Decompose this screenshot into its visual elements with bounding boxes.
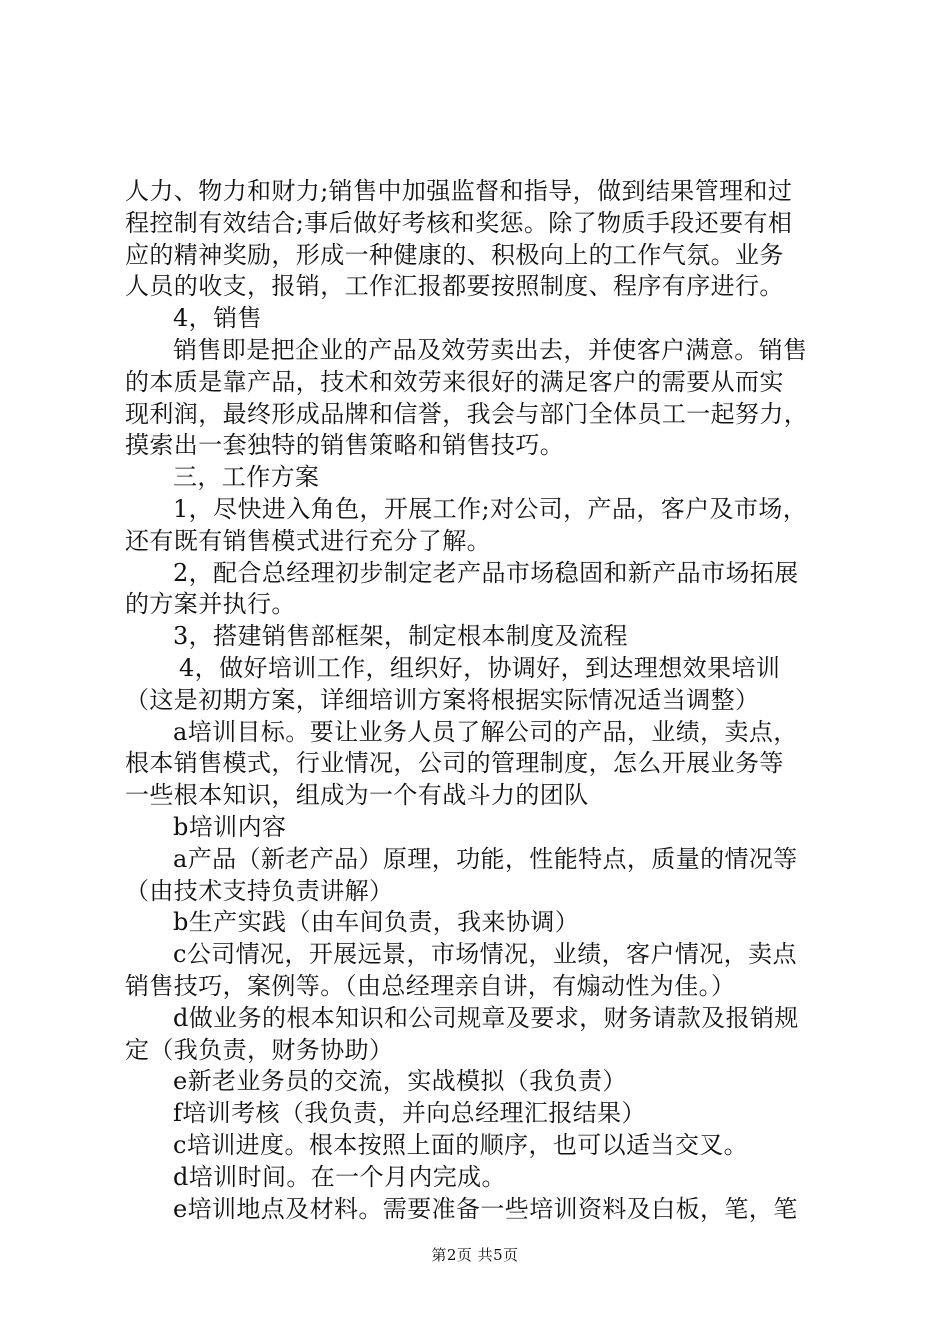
- text-line: d培训时间。在一个月内完成。: [173, 1162, 506, 1191]
- text-line: f培训考核（我负责，并向总经理汇报结果）: [173, 1099, 646, 1128]
- text-line: b培训内容: [173, 812, 287, 841]
- text-line: c培训进度。根本按照上面的顺序，也可以适当交叉。: [173, 1130, 749, 1159]
- text-line: 2，配合总经理初步制定老产品市场稳固和新产品市场拓展: [173, 558, 799, 587]
- text-line: 人力、物力和财力;销售中加强监督和指导，做到结果管理和过: [125, 177, 793, 205]
- text-line: 的本质是靠产品，技术和效劳来很好的满足客户的需要从而实: [125, 367, 784, 396]
- text-line: 定（我负责，财务协助）: [125, 1035, 394, 1064]
- text-line: 人员的收支，报销，工作汇报都要按照制度、程序有序进行。: [125, 272, 784, 301]
- text-line: a产品（新老产品）原理，功能，性能特点，质量的情况等: [173, 844, 798, 873]
- text-line: c公司情况，开展远景，市场情况，业绩，客户情况，卖点: [173, 940, 797, 969]
- text-line: 三，工作方案: [173, 463, 320, 492]
- text-line: e新老业务员的交流，实战模拟（我负责）: [173, 1067, 627, 1096]
- text-line: （这是初期方案，详细培训方案将根据实际情况适当调整）: [125, 685, 760, 714]
- text-line: 4，销售: [173, 304, 262, 333]
- text-line: 一些根本知识，组成为一个有战斗力的团队: [125, 781, 589, 810]
- text-line: d做业务的根本知识和公司规章及要求，财务请款及报销规: [173, 1003, 799, 1032]
- text-line: 根本销售模式，行业情况，公司的管理制度，怎么开展业务等: [125, 749, 784, 778]
- text-line: b生产实践（由车间负责，我来协调）: [173, 908, 580, 937]
- text-line: 的方案并执行。: [125, 590, 296, 619]
- text-line: （由技术支持负责讲解）: [125, 876, 394, 905]
- page-footer: 第2页 共5页: [431, 1246, 519, 1264]
- text-line: 程控制有效结合;事后做好考核和奖惩。除了物质手段还要有相: [125, 208, 793, 237]
- text-line: 1，尽快进入角色，开展工作;对公司，产品，客户及市场，: [173, 494, 808, 523]
- text-line: e培训地点及材料。需要准备一些培训资料及白板，笔，笔: [173, 1194, 798, 1223]
- text-line: 还有既有销售模式进行充分了解。: [125, 526, 491, 555]
- text-line: 现利润，最终形成品牌和信誉，我会与部门全体员工一起努力，: [125, 399, 809, 428]
- text-line: 4，做好培训工作，组织好，协调好，到达理想效果培训: [179, 653, 781, 682]
- text-line: a培训目标。要让业务人员了解公司的产品，业绩，卖点，: [173, 717, 798, 746]
- text-line: 摸索出一套独特的销售策略和销售技巧。: [125, 431, 565, 460]
- document-body: [125, 176, 835, 1225]
- text-line: 应的精神奖励，形成一种健康的、积极向上的工作气氛。业务: [125, 240, 784, 269]
- text-line: 销售技巧，案例等。（由总经理亲自讲，有煽动性为佳。）: [125, 971, 736, 1000]
- text-line: 销售即是把企业的产品及效劳卖出去，并使客户满意。销售: [173, 335, 808, 364]
- text-line: 3，搭建销售部框架，制定根本制度及流程: [173, 622, 628, 651]
